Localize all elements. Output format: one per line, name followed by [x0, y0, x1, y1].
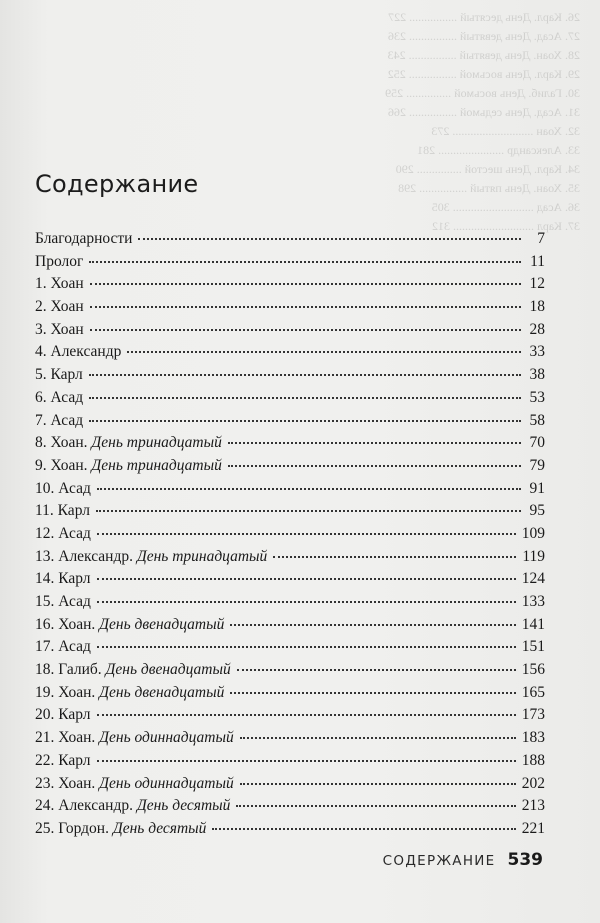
toc-entry-page-number: 33: [529, 343, 545, 361]
toc-entry-label: [35, 752, 91, 770]
toc-entry-subtitle: День двенадцатый: [99, 615, 225, 633]
toc-entry[interactable]: [35, 480, 545, 503]
toc-entry[interactable]: [35, 616, 545, 639]
toc-entry[interactable]: [35, 570, 545, 593]
toc-entry[interactable]: [35, 661, 545, 684]
footer-page-number: 539: [507, 850, 543, 870]
dot-leader: [97, 488, 521, 490]
dot-leader: [97, 646, 516, 648]
dot-leader: [230, 624, 515, 626]
toc-entry-subtitle: День двенадцатый: [105, 661, 231, 679]
toc-entry[interactable]: [35, 298, 545, 321]
toc-entry-page-number: 11: [530, 252, 545, 270]
toc-entry-label: [35, 480, 91, 498]
toc-entry-title: 10. Асад: [35, 479, 91, 497]
dot-leader: [237, 669, 516, 671]
toc-entry[interactable]: [35, 548, 545, 571]
toc-entry-title: 15. Асад: [35, 593, 91, 610]
toc-entry-label: [35, 502, 90, 520]
toc-entry-page-number: 188: [521, 751, 545, 769]
toc-entry-page-number: 141: [521, 615, 545, 633]
toc-entry-page-number: 95: [529, 502, 545, 520]
dot-leader: [236, 805, 515, 807]
toc-entry-title: 14. Карл: [35, 570, 91, 588]
toc-entry[interactable]: [35, 412, 545, 435]
toc-entry[interactable]: [35, 321, 545, 344]
toc-entry-label: [35, 389, 83, 407]
toc-entry[interactable]: [35, 797, 545, 820]
toc-entry-label: [35, 548, 267, 566]
toc-entry-title: 3. Хоан: [35, 320, 84, 338]
toc-entry-title: 19. Хоан.: [35, 683, 96, 701]
toc-entry-label: [35, 593, 91, 611]
dot-leader: [97, 714, 516, 716]
table-of-contents: [35, 230, 545, 843]
toc-entry-label: [35, 638, 91, 656]
toc-entry-label: [35, 661, 231, 679]
dot-leader: [97, 578, 516, 580]
toc-entry-title: 7. Асад: [35, 411, 84, 429]
toc-entry-label: [35, 457, 222, 475]
toc-entry[interactable]: [35, 343, 545, 366]
toc-entry-page-number: 91: [529, 479, 545, 497]
dot-leader: [90, 306, 521, 308]
toc-entry-title: 22. Карл: [35, 751, 91, 769]
toc-entry[interactable]: [35, 752, 545, 775]
dot-leader: [228, 465, 521, 467]
toc-entry[interactable]: [35, 729, 545, 752]
toc-entry-subtitle: День десятый: [136, 797, 231, 815]
toc-entry-page-number: 79: [529, 456, 545, 474]
dot-leader: [230, 692, 515, 694]
toc-entry-title: 4. Александр: [35, 343, 122, 361]
dot-leader: [240, 737, 516, 739]
dot-leader: [90, 283, 521, 285]
toc-entry-title: Пролог: [35, 252, 84, 270]
toc-entry-label: [35, 253, 83, 271]
toc-entry-title: 16. Хоан.: [35, 615, 96, 633]
toc-entry-title: 9. Хоан.: [35, 456, 88, 474]
toc-entry-title: 2. Хоан: [35, 298, 84, 316]
toc-entry[interactable]: [35, 253, 545, 276]
dot-leader: [273, 556, 516, 558]
toc-entry-label: [35, 412, 83, 430]
toc-entry-title: 12. Асад: [35, 524, 91, 542]
dot-leader: [127, 351, 521, 353]
toc-entry-label: [35, 706, 91, 724]
toc-entry-label: [35, 525, 91, 543]
dot-leader: [228, 442, 521, 444]
toc-entry[interactable]: [35, 389, 545, 412]
toc-entry-label: [35, 343, 121, 361]
toc-entry-title: 5. Карл: [35, 366, 83, 384]
dot-leader: [96, 510, 521, 512]
toc-entry[interactable]: [35, 638, 545, 661]
toc-entry[interactable]: [35, 230, 545, 253]
toc-entry-title: 20. Карл: [35, 706, 91, 724]
dot-leader: [89, 397, 521, 399]
toc-entry-label: [35, 321, 84, 339]
toc-entry[interactable]: [35, 775, 545, 798]
running-footer: [383, 850, 543, 870]
toc-entry-page-number: 183: [521, 729, 545, 747]
toc-entry-page-number: 18: [529, 298, 545, 316]
dot-leader: [212, 828, 515, 830]
bleed-through-text: 26. Карл. День десятый ................ 227 27. Асад. День девятый ................ 236 28. Хоан. День девятый ................ 243 29. Карл. День восьмой ................ 252 30. Галиб. День восьмой ............... 259 31. Асад. День седьмой ................ 266 32. Хоан ........................... 273 33. Александр ...................... 281 34. Карл. День шестой ............... 290 35. Хоан. День пятый ................ 298 36. Асад ........................... 305 37. Карл ........................... 312: [385, 10, 580, 233]
toc-entry-title: 23. Хоан.: [35, 774, 96, 792]
toc-entry-subtitle: День двенадцатый: [99, 683, 225, 701]
toc-entry-title: 24. Александр.: [35, 797, 133, 815]
toc-entry-page-number: 109: [521, 524, 545, 542]
toc-entry-page-number: 53: [529, 388, 545, 406]
toc-entry-subtitle: День одиннадцатый: [99, 729, 234, 747]
toc-entry-page-number: 38: [529, 366, 545, 384]
toc-entry-title: 17. Асад: [35, 638, 91, 656]
toc-entry-title: 13. Александр.: [35, 547, 133, 565]
toc-entry-title: 8. Хоан.: [35, 434, 88, 452]
toc-entry-page-number: 133: [521, 593, 545, 610]
toc-entry-title: 18. Галиб.: [35, 661, 102, 679]
toc-entry-title: Благодарности: [35, 230, 133, 247]
dot-leader: [97, 601, 516, 603]
toc-entry-page-number: 165: [521, 683, 545, 701]
toc-entry-page-number: 7: [537, 230, 545, 247]
toc-entry[interactable]: [35, 275, 545, 298]
toc-entry-page-number: 70: [529, 434, 545, 452]
dot-leader: [90, 329, 521, 331]
toc-entry-label: [35, 729, 234, 747]
toc-entry-page-number: 156: [521, 661, 545, 679]
page-title: Содержание: [35, 170, 199, 198]
dot-leader: [89, 420, 521, 422]
toc-entry-page-number: 221: [521, 819, 545, 837]
toc-entry-label: [35, 684, 224, 702]
toc-entry[interactable]: [35, 457, 545, 480]
toc-entry-label: [35, 434, 222, 452]
toc-entry[interactable]: [35, 502, 545, 525]
toc-entry-title: 1. Хоан: [35, 275, 84, 293]
toc-entry[interactable]: [35, 525, 545, 548]
dot-leader: [138, 238, 521, 240]
toc-entry-label: [35, 797, 230, 815]
toc-entry-page-number: 202: [521, 774, 545, 792]
toc-entry-label: [35, 570, 91, 588]
toc-entry-page-number: 213: [521, 797, 545, 815]
toc-entry-page-number: 12: [529, 275, 545, 293]
toc-entry[interactable]: [35, 434, 545, 457]
toc-entry-label: [35, 366, 83, 384]
toc-entry-title: 21. Хоан.: [35, 729, 96, 747]
toc-entry-label: [35, 298, 84, 316]
toc-entry-subtitle: День тринадцатый: [91, 456, 222, 474]
toc-entry-label: [35, 820, 206, 838]
toc-entry-label: [35, 230, 132, 248]
toc-entry-subtitle: День десятый: [112, 819, 207, 837]
toc-entry-subtitle: День тринадцатый: [136, 547, 268, 565]
toc-entry[interactable]: [35, 820, 545, 843]
dot-leader: [240, 783, 516, 785]
footer-section-title: СОДЕРЖАНИЕ: [382, 853, 496, 869]
toc-entry-page-number: 124: [521, 570, 545, 588]
toc-entry-subtitle: День тринадцатый: [91, 434, 222, 452]
toc-entry-title: 11. Карл: [35, 502, 90, 520]
toc-entry-title: 25. Гордон.: [35, 819, 109, 837]
toc-entry-page-number: 28: [529, 320, 545, 338]
dot-leader: [89, 261, 521, 263]
toc-entry-label: [35, 275, 84, 293]
toc-entry-page-number: 173: [521, 706, 545, 724]
toc-entry-subtitle: День одиннадцатый: [99, 774, 234, 792]
dot-leader: [97, 533, 516, 535]
dot-leader: [89, 374, 521, 376]
toc-entry-page-number: 58: [529, 411, 545, 429]
toc-entry-title: 6. Асад: [35, 388, 84, 406]
toc-entry[interactable]: [35, 593, 545, 616]
dot-leader: [97, 760, 516, 762]
toc-entry-label: [35, 775, 234, 793]
toc-entry-label: [35, 616, 224, 634]
toc-entry-page-number: 151: [521, 638, 545, 656]
toc-entry[interactable]: [35, 684, 545, 707]
toc-entry-page-number: 119: [522, 547, 545, 565]
toc-entry[interactable]: [35, 706, 545, 729]
toc-entry[interactable]: [35, 366, 545, 389]
